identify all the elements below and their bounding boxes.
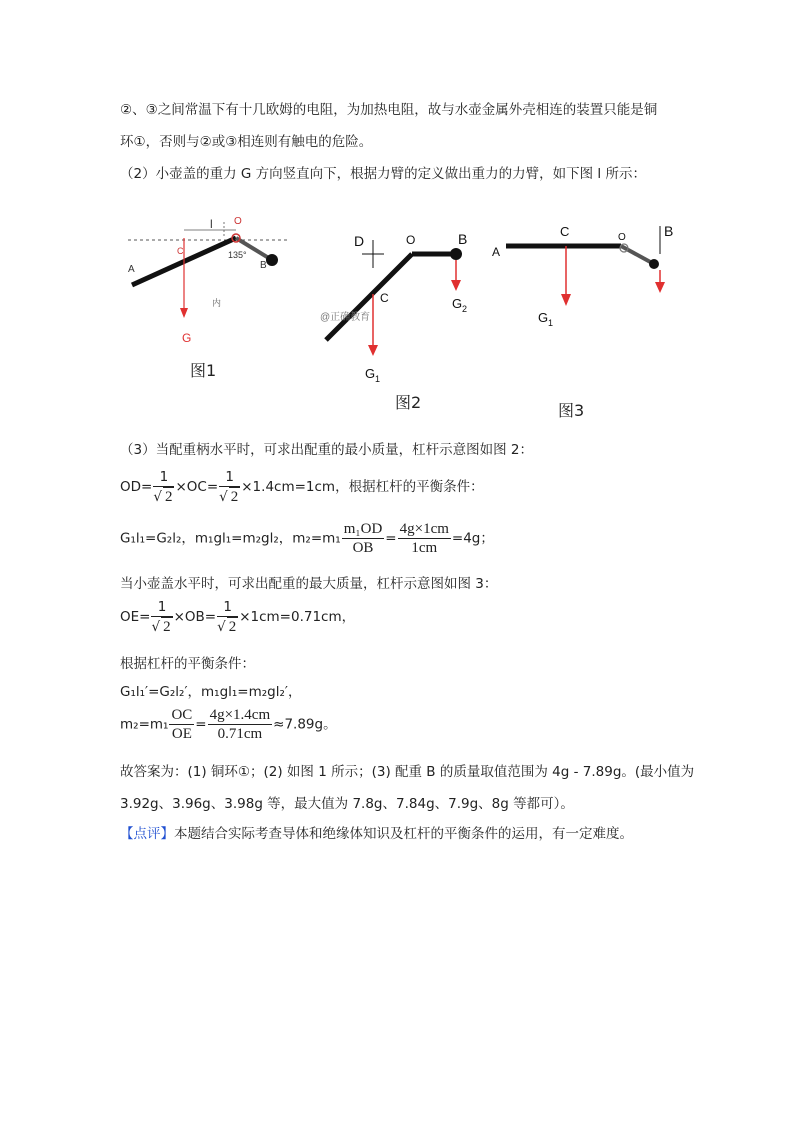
answer-line-1: 故答案为：(1) 铜环①；(2) 如图 1 所示；(3) 配重 B 的质量取值范围为 4g - 7.89g。(最小值为 <box>120 764 695 780</box>
fig2-label-g1: G <box>365 366 376 381</box>
fig3-label-o: O <box>618 232 626 243</box>
eq1-left: OD= <box>120 479 153 495</box>
paragraph-line-3: （2）小壶盖的重力 G 方向竖直向下，根据力臂的定义做出重力的力臂，如下图 l 所示： <box>120 166 646 182</box>
fig1-label-b: B <box>260 260 267 271</box>
comment-tag: 【点评】 <box>120 826 174 842</box>
equation-m2: m₂=m₁ $\frac{OC}{OE}$ = $\frac{4g\times 1.4cm}{0.71cm}$ ≈7.89g。 <box>120 707 337 742</box>
fraction-m1od-ob: $\frac{\text{m₁OD}}{OB}$ <box>343 521 383 556</box>
fraction-1-over-sqrt2-d: $\frac{1}{√ 2}$ <box>217 599 237 635</box>
fraction-1-over-sqrt2: $\frac{1}{√ 2}$ <box>153 469 173 505</box>
eq5-end: ≈7.89g。 <box>273 716 337 733</box>
fig2-label-b: B <box>458 231 468 247</box>
paragraph-line-2: 环①，否则与②或③相连则有触电的危险。 <box>120 134 373 150</box>
eq5-a: m₂=m₁ <box>120 716 169 733</box>
fig1-label-a: A <box>128 264 135 275</box>
fig1-label-other: 内 <box>212 298 222 308</box>
paragraph-line-6: 根据杠杆的平衡条件： <box>120 656 255 672</box>
fraction-4g-1cm: $\frac{4g\times 1cm}{1cm}$ <box>399 521 449 556</box>
eq1-mid: ×OC= <box>175 479 219 495</box>
fig2-label-o: O <box>406 233 416 247</box>
equation-oe <box>120 598 355 636</box>
fig2-watermark: @正确教育 <box>320 312 371 323</box>
fig1-label-angle: 135° <box>228 250 247 260</box>
paragraph-line-4: （3）当配重柄水平时，可求出配重的最小质量，杠杆示意图如图 2： <box>120 442 533 458</box>
fig3-label-g1-sub: 1 <box>548 318 554 328</box>
paragraph-line-1: ②、③之间常温下有十几欧姆的电阻，为加热电阻，故与水壶金属外壳相连的装置只能是铜 <box>120 102 658 118</box>
fig1-label-l: l <box>210 217 213 231</box>
eq3-left: OE= <box>120 609 151 625</box>
fig2-label-g2: G <box>452 296 463 311</box>
fraction-4g-071cm: $\frac{4g\times 1.4cm}{0.71cm}$ <box>209 707 271 742</box>
figure-2 <box>318 222 501 387</box>
fraction-1-over-sqrt2-c: $\frac{1}{√ 2}$ <box>151 599 171 635</box>
fig2-label-c: C <box>380 291 389 305</box>
paragraph-line-5: 当小壶盖水平时，可求出配重的最大质量，杠杆示意图如图 3： <box>120 576 498 592</box>
fig3-label-b: B <box>664 223 674 239</box>
fig3-label-c: C <box>560 224 570 239</box>
fraction-oc-oe: $\frac{OC}{OE}$ <box>171 707 193 742</box>
answer-line-2: 3.92g、3.96g、3.98g 等，最大值为 7.8g、7.84g、7.9g、8g 等都可）。 <box>120 796 574 812</box>
comment-line <box>120 822 633 842</box>
equation-od <box>120 468 484 506</box>
fig3-label-a: A <box>492 245 501 259</box>
fig1-label-c: C <box>177 246 184 256</box>
fig2-label-g2-sub: 2 <box>462 304 468 314</box>
eq3-right: ×1cm=0.71cm， <box>239 609 356 625</box>
figure-3-caption: 图3 <box>558 401 585 420</box>
fig1-label-g: G <box>182 331 192 345</box>
equation-balance-2: G₁l₁′=G₂l₂′，m₁gl₁=m₂gl₂′， <box>120 684 302 700</box>
fig3-label-g1: G <box>538 310 549 325</box>
figure-2-caption: 图2 <box>395 393 422 412</box>
comment-text: 本题结合实际考查导体和绝缘体知识及杠杆的平衡条件的运用，有一定难度。 <box>174 826 633 842</box>
fraction-1-over-sqrt2-b: $\frac{1}{√ 2}$ <box>219 469 239 505</box>
eq2-end: =4g； <box>451 530 494 547</box>
equation-balance-1: G₁l₁=G₂l₂，m₁gl₁=m₂gl₂，m₂=m₁ $\frac{\text{m₁OD}}{OB}$ = $\frac{4g\times 1cm}{1cm}$ =4g； <box>120 521 494 556</box>
figure-3 <box>486 218 686 338</box>
fig2-label-g1-sub: 1 <box>375 374 381 384</box>
figure-1-caption: 图1 <box>190 361 217 380</box>
fig1-label-o: O <box>234 216 242 227</box>
eq3-mid: ×OB= <box>173 609 217 625</box>
eq1-right: ×1.4cm=1cm，根据杠杆的平衡条件： <box>241 479 484 495</box>
eq2-a: G₁l₁=G₂l₂，m₁gl₁=m₂gl₂，m₂=m₁ <box>120 530 341 547</box>
fig2-label-d: D <box>354 233 365 249</box>
